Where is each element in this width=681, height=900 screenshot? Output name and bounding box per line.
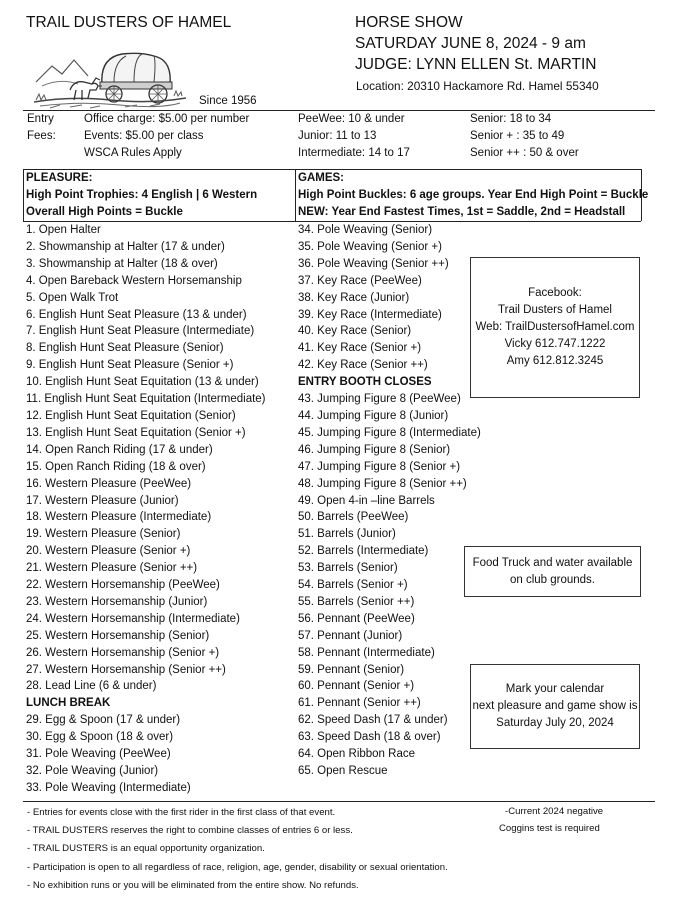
games-class-item: 37. Key Race (PeeWee): [298, 274, 422, 287]
games-class-item: 39. Key Race (Intermediate): [298, 308, 442, 321]
contact-facebook-page: Trail Dusters of Hamel: [498, 304, 612, 316]
age-intermediate: Intermediate: 14 to 17: [298, 147, 410, 159]
age-junior: Junior: 11 to 13: [298, 130, 377, 142]
pleasure-class-item: 7. English Hunt Seat Pleasure (Intermediate): [26, 325, 255, 338]
table-top-border: [23, 169, 641, 170]
games-class-item: 42. Key Race (Senior ++): [298, 359, 428, 372]
pleasure-overall: Overall High Points = Buckle: [26, 206, 183, 218]
games-class-item: 61. Pennant (Senior ++): [298, 697, 421, 710]
games-class-item: 44. Jumping Figure 8 (Junior): [298, 409, 449, 422]
games-class-item: 34. Pole Weaving (Senior): [298, 224, 433, 236]
games-class-item: 38. Key Race (Junior): [298, 291, 410, 304]
pleasure-class-item: 5. Open Walk Trot: [26, 291, 119, 304]
pleasure-class-item: 22. Western Horsemanship (PeeWee): [26, 579, 220, 592]
show-title: HORSE SHOW: [355, 14, 463, 31]
games-class-item: 54. Barrels (Senior +): [298, 579, 408, 592]
pleasure-class-item: 17. Western Pleasure (Junior): [26, 494, 179, 507]
pleasure-class-item: 4. Open Bareback Western Horsemanship: [26, 274, 242, 287]
age-senior: Senior: 18 to 34: [470, 113, 552, 125]
pleasure-class-item: 19. Western Pleasure (Senior): [26, 528, 181, 541]
games-class-item: 62. Speed Dash (17 & under): [298, 714, 448, 727]
games-class-item: 35. Pole Weaving (Senior +): [298, 240, 442, 253]
entry-label: Entry: [27, 113, 54, 125]
pleasure-class-item: 8. English Hunt Seat Pleasure (Senior): [26, 342, 224, 355]
footer-note: - TRAIL DUSTERS is an equal opportunity organization.: [27, 843, 265, 855]
age-senior-plus-plus: Senior ++ : 50 & over: [470, 147, 579, 159]
games-title: GAMES:: [298, 172, 344, 184]
pleasure-class-item: 21. Western Pleasure (Senior ++): [26, 562, 198, 575]
show-judge: JUDGE: LYNN ELLEN St. MARTIN: [355, 56, 597, 73]
pleasure-class-item-section-break: LUNCH BREAK: [26, 697, 111, 710]
games-class-item: 52. Barrels (Intermediate): [298, 545, 429, 558]
games-class-item: 59. Pennant (Senior): [298, 663, 405, 676]
pleasure-class-item: 6. English Hunt Seat Pleasure (13 & under): [26, 308, 247, 321]
games-class-item: 40. Key Race (Senior): [298, 325, 412, 338]
age-senior-plus: Senior + : 35 to 49: [470, 130, 565, 142]
calendar-box: [470, 664, 640, 749]
games-class-item: 49. Open 4-in –line Barrels: [298, 494, 435, 507]
table-left-border: [23, 169, 24, 221]
pleasure-class-item: 33. Pole Weaving (Intermediate): [26, 781, 191, 794]
fees-label: Fees:: [27, 130, 56, 142]
games-class-item: 58. Pennant (Intermediate): [298, 646, 435, 659]
pleasure-class-item: 30. Egg & Spoon (18 & over): [26, 731, 174, 744]
pleasure-class-item: 12. English Hunt Seat Equitation (Senior): [26, 409, 236, 422]
food-truck-line2: on club grounds.: [509, 573, 596, 586]
pleasure-class-item: 10. English Hunt Seat Equitation (13 & under): [26, 376, 259, 389]
contact-website: Web: TrailDustersofHamel.com: [475, 321, 635, 333]
games-class-item: 43. Jumping Figure 8 (PeeWee): [298, 393, 461, 406]
pleasure-class-item: 25. Western Horsemanship (Senior): [26, 629, 210, 642]
pleasure-class-item: 9. English Hunt Seat Pleasure (Senior +): [26, 359, 234, 372]
games-class-item: 56. Pennant (PeeWee): [298, 612, 415, 625]
show-date: SATURDAY JUNE 8, 2024 - 9 am: [355, 35, 586, 52]
coggins-line1: -Current 2024 negative: [505, 806, 604, 817]
games-class-item: 63. Speed Dash (18 & over): [298, 731, 441, 744]
contact-vicky-phone: Vicky 612.747.1222: [504, 338, 606, 350]
pleasure-class-item: 14. Open Ranch Riding (17 & under): [26, 443, 213, 456]
games-class-item: 41. Key Race (Senior +): [298, 342, 422, 355]
calendar-line3: Saturday July 20, 2024: [496, 717, 614, 729]
games-class-item: 60. Pennant (Senior +): [298, 680, 415, 693]
games-class-item: 55. Barrels (Senior ++): [298, 595, 415, 608]
pleasure-class-item: 23. Western Horsemanship (Junior): [26, 595, 208, 608]
pleasure-class-item: 26. Western Horsemanship (Senior +): [26, 646, 220, 659]
pleasure-class-item: 13. English Hunt Seat Equitation (Senior +): [26, 426, 246, 439]
games-buckles: High Point Buckles: 6 age groups. Year End High Point = Buckle: [298, 189, 649, 201]
footer-note: - Entries for events close with the first rider in the first class of that event.: [27, 807, 336, 818]
pleasure-class-item: 15. Open Ranch Riding (18 & over): [26, 460, 206, 473]
games-class-item: 65. Open Rescue: [298, 765, 388, 777]
calendar-line1: Mark your calendar: [505, 683, 605, 695]
games-class-item: 51. Barrels (Junior): [298, 528, 396, 541]
pleasure-class-item: 2. Showmanship at Halter (17 & under): [26, 240, 225, 253]
calendar-line2: next pleasure and game show is: [472, 700, 638, 712]
pleasure-class-item: 1. Open Halter: [26, 224, 101, 236]
games-new-awards: NEW: Year End Fastest Times, 1st = Saddle, 2nd = Headstall: [298, 206, 626, 218]
club-name: TRAIL DUSTERS OF HAMEL: [26, 14, 232, 31]
pleasure-class-list: [26, 222, 266, 797]
footer-note: - Participation is open to all regardless of race, religion, age, gender, disability or sexual orientation.: [27, 861, 448, 873]
pleasure-class-item: 24. Western Horsemanship (Intermediate): [26, 612, 240, 625]
pleasure-trophies: High Point Trophies: 4 English | 6 Western: [26, 189, 258, 201]
contact-amy-phone: Amy 612.812.3245: [506, 355, 604, 367]
pleasure-class-item: 28. Lead Line (6 & under): [26, 680, 157, 693]
games-class-item: 64. Open Ribbon Race: [298, 748, 415, 761]
games-class-list: [298, 222, 481, 780]
pleasure-class-item: 29. Egg & Spoon (17 & under): [26, 714, 181, 727]
games-class-item: 50. Barrels (PeeWee): [298, 511, 409, 524]
contact-box: [470, 257, 640, 398]
coggins-line2: Coggins test is required: [499, 823, 600, 834]
show-location: Location: 20310 Hackamore Rd. Hamel 55340: [356, 79, 599, 93]
games-class-item: 36. Pole Weaving (Senior ++): [298, 257, 449, 270]
games-class-item: 46. Jumping Figure 8 (Senior): [298, 443, 451, 456]
pleasure-class-item: 32. Pole Weaving (Junior): [26, 765, 159, 777]
pleasure-title: PLEASURE:: [26, 172, 93, 184]
pleasure-class-item: 18. Western Pleasure (Intermediate): [26, 511, 212, 524]
pleasure-class-item: 31. Pole Weaving (PeeWee): [26, 748, 171, 761]
footer-notes: [27, 804, 448, 895]
games-class-item: 57. Pennant (Junior): [298, 629, 403, 642]
footer-divider: [23, 801, 655, 802]
covered-wagon-logo: [30, 44, 190, 112]
footer-note: - No exhibition runs or you will be eliminated from the entire show. No refunds.: [27, 879, 359, 891]
rules-note: WSCA Rules Apply: [84, 147, 182, 159]
pleasure-class-item: 3. Showmanship at Halter (18 & over): [26, 257, 218, 270]
pleasure-class-item: 27. Western Horsemanship (Senior ++): [26, 663, 226, 676]
games-class-item: 53. Barrels (Senior): [298, 562, 398, 575]
since-year: Since 1956: [199, 95, 257, 107]
food-truck-box: [464, 546, 641, 597]
pleasure-class-item: 16. Western Pleasure (PeeWee): [26, 477, 192, 490]
footer-note: - TRAIL DUSTERS reserves the right to combine classes of entries 6 or less.: [27, 825, 353, 837]
contact-facebook-label: Facebook:: [528, 287, 582, 299]
food-truck-line1: Food Truck and water available: [472, 556, 633, 569]
header-divider: [23, 110, 655, 111]
games-class-item: 48. Jumping Figure 8 (Senior ++): [298, 477, 467, 490]
table-mid-border: [295, 169, 296, 221]
games-class-item: 45. Jumping Figure 8 (Intermediate): [298, 426, 481, 439]
pleasure-class-item: 11. English Hunt Seat Equitation (Intermediate): [26, 393, 266, 406]
office-charge: Office charge: $5.00 per number: [84, 113, 250, 125]
games-class-item-section-break: ENTRY BOOTH CLOSES: [298, 376, 432, 389]
games-class-item: 47. Jumping Figure 8 (Senior +): [298, 460, 461, 473]
pleasure-class-item: 20. Western Pleasure (Senior +): [26, 545, 191, 558]
age-peewee: PeeWee: 10 & under: [298, 113, 405, 125]
event-fee: Events: $5.00 per class: [84, 130, 204, 142]
